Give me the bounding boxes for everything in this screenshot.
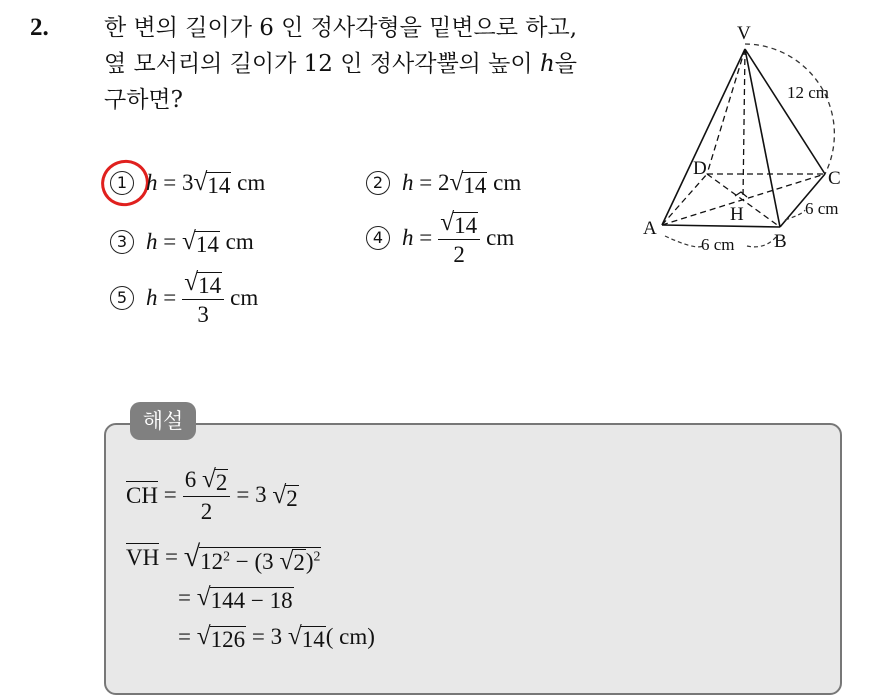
- label-v: V: [737, 23, 751, 44]
- dim-ab-left: [665, 236, 703, 247]
- sol-eq: =: [178, 623, 191, 649]
- choice-var: h: [402, 169, 414, 195]
- edge-ab: [662, 225, 780, 227]
- question-number: 2.: [30, 14, 49, 41]
- num-coef: 6: [184, 467, 197, 492]
- question-line-1: 한 변의 길이가 6 인 정사각형을 밑변으로 하고,: [104, 15, 578, 41]
- edge-length-arc: [745, 44, 834, 174]
- choice-var: h: [146, 169, 158, 195]
- choice-var: h: [402, 225, 414, 250]
- solution-line-3: [178, 583, 294, 612]
- choice-5[interactable]: [110, 268, 258, 328]
- choice-eq: =: [163, 285, 177, 310]
- res-coef: 3: [270, 623, 283, 649]
- choice-eq: =: [419, 169, 433, 195]
- solution-tag: 해설: [130, 402, 196, 440]
- choice-4[interactable]: [366, 208, 514, 268]
- choice-coef: 2: [437, 169, 450, 195]
- sqrt-expression: √ 126: [196, 622, 246, 652]
- radicand: $12^2 - (3$ √ 2 )$^2$: [200, 546, 321, 575]
- choice-number-4: 4: [366, 226, 390, 250]
- choice-3[interactable]: [110, 227, 254, 256]
- radicand: 14: [463, 173, 487, 198]
- solution-line-4: [178, 622, 375, 651]
- radicand: 14: [195, 232, 219, 257]
- choice-number-5: 5: [110, 286, 134, 310]
- label-a: A: [643, 218, 657, 239]
- radicand: 2: [215, 470, 228, 495]
- radicand: 144 − 18: [210, 588, 293, 613]
- question-text: [104, 10, 624, 118]
- choice-1[interactable]: [110, 168, 265, 197]
- radicand: 2: [286, 485, 298, 511]
- choice-number-3: 3: [110, 230, 134, 254]
- sol-eq: =: [164, 544, 178, 569]
- question-line-2: [104, 46, 624, 82]
- segment-ch: CH: [126, 483, 158, 508]
- edge-vd: [707, 49, 745, 174]
- sol-eq: =: [236, 482, 250, 507]
- height-vh: [743, 49, 745, 199]
- choice-eq: =: [419, 225, 433, 250]
- radicand: 14: [454, 213, 478, 238]
- radicand: 14: [198, 273, 222, 298]
- sol-eq: =: [163, 482, 177, 507]
- choice-coef: 3: [181, 169, 194, 195]
- choice-number-2: 2: [366, 171, 390, 195]
- sqrt-expression: √ 2: [272, 480, 298, 511]
- sqrt-expression: √ 14: [193, 168, 231, 198]
- choice-var: h: [146, 285, 158, 310]
- denominator: 2: [200, 499, 213, 524]
- denominator: 2: [453, 242, 465, 267]
- height-variable: h: [539, 51, 555, 77]
- radicand: 14: [207, 173, 231, 198]
- label-c: C: [828, 168, 841, 189]
- question-line-2a: 옆 모서리의 길이가 12 인 정사각뿔의 높이: [104, 51, 540, 77]
- label-side-bc: 6 cm: [805, 199, 839, 218]
- question-line-3: 구하면?: [104, 87, 183, 113]
- sqrt-expression: √ 144 − 18: [196, 583, 293, 613]
- fraction: 6 √ 2 2: [183, 465, 231, 525]
- sol-unit: ( cm): [325, 623, 375, 649]
- sqrt-expression: √ $12^2 - (3$ √ 2 )$^2$: [183, 540, 321, 575]
- choice-unit: cm: [237, 169, 266, 195]
- dim-bc: [785, 210, 805, 220]
- sol-eq: =: [178, 584, 191, 610]
- solution-line-2: [126, 540, 321, 574]
- label-b: B: [774, 231, 787, 252]
- segment-vh: VH: [126, 545, 160, 570]
- label-d: D: [693, 158, 707, 179]
- choice-unit: cm: [486, 225, 515, 250]
- fraction: √ 14 3: [182, 268, 224, 328]
- sqrt-expression: √ 14: [449, 168, 487, 198]
- label-side-ab: 6 cm: [701, 235, 735, 254]
- choice-eq: =: [163, 169, 177, 195]
- choice-2[interactable]: [366, 168, 521, 197]
- choice-eq: =: [163, 228, 177, 254]
- sqrt-expression: √ 14: [181, 227, 219, 257]
- choice-var: h: [146, 228, 158, 254]
- dim-ab-right: [747, 236, 777, 247]
- label-h: H: [730, 204, 744, 225]
- label-edge-length: 12 cm: [787, 83, 830, 102]
- sqrt-expression: √ 14: [287, 622, 325, 652]
- denominator: 3: [197, 302, 209, 327]
- choice-unit: cm: [493, 169, 522, 195]
- res-coef: 3: [255, 482, 267, 507]
- radicand: 126: [210, 627, 246, 652]
- solution-line-1: [126, 465, 299, 525]
- right-angle-mark: [735, 192, 747, 197]
- pyramid-diagram: [635, 14, 865, 264]
- choice-number-1: 1: [110, 171, 134, 195]
- radicand: 14: [301, 627, 325, 652]
- choice-unit: cm: [230, 285, 259, 310]
- edge-va: [662, 49, 745, 225]
- choice-unit: cm: [225, 228, 254, 254]
- fraction: √ 14 2: [438, 208, 480, 268]
- sol-eq: =: [251, 623, 265, 649]
- question-line-2b: 을: [554, 51, 577, 77]
